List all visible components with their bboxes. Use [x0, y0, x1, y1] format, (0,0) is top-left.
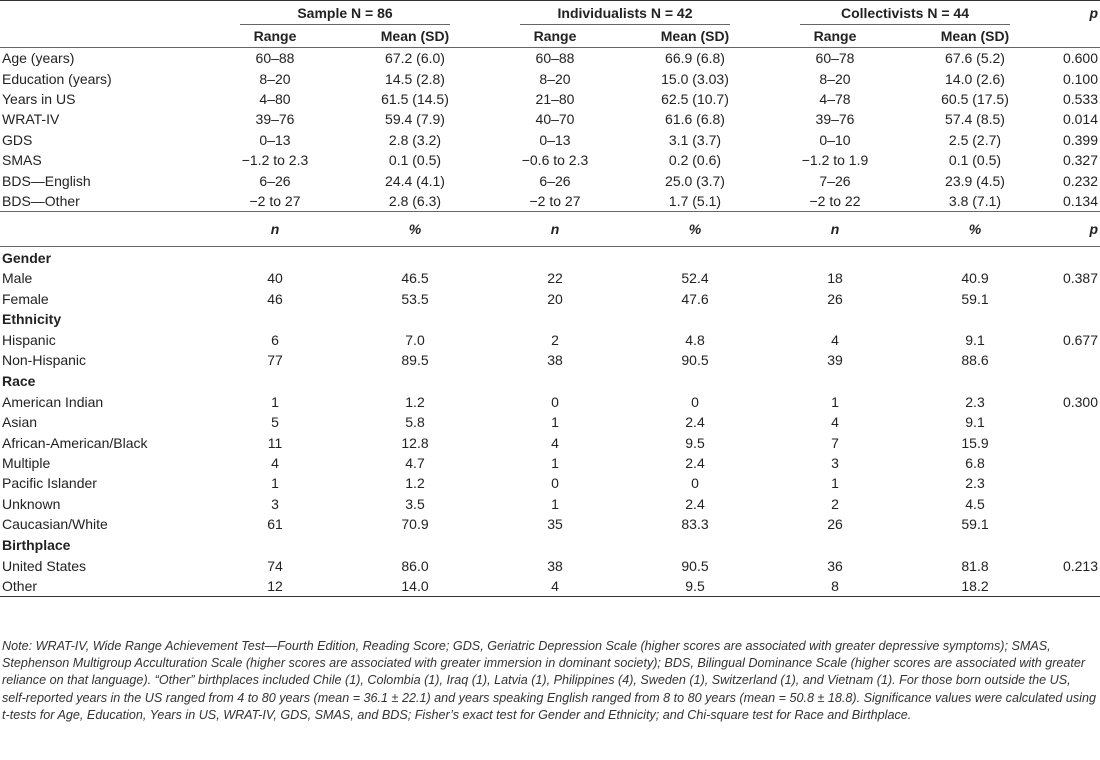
value-cell: 6.8	[965, 455, 985, 472]
value-cell: 3	[831, 455, 839, 472]
value-cell: 7	[831, 434, 839, 451]
header-corner	[0, 1, 205, 26]
value-cell: 14.0	[345, 576, 485, 597]
value-cell: 4	[271, 455, 279, 472]
categorical-row	[0, 412, 1100, 432]
section-label: Ethnicity	[2, 311, 62, 328]
value-cell: 15.9	[961, 434, 989, 451]
value-cell: 1.2	[405, 393, 425, 410]
p-header: p	[1045, 1, 1100, 26]
p-header: p	[1045, 212, 1100, 247]
row-label: Multiple	[2, 455, 51, 472]
group-header-cell	[485, 1, 765, 26]
value-cell: −1.2 to 2.3	[241, 152, 309, 169]
value-cell: 2.4	[685, 495, 705, 512]
value-cell: 0–10	[819, 131, 851, 148]
value-cell: 2.5 (2.7)	[948, 131, 1002, 148]
value-cell: 59.1	[961, 516, 989, 533]
p-value	[1045, 494, 1100, 514]
section-row	[0, 309, 1100, 330]
percent-header: %	[625, 212, 765, 247]
value-cell: 2	[831, 495, 839, 512]
p-value: 0.600	[1062, 50, 1098, 67]
categorical-row	[0, 330, 1100, 350]
value-cell: 36	[827, 557, 843, 574]
p-value	[1045, 453, 1100, 473]
value-cell: 5	[271, 414, 279, 431]
categorical-row	[0, 289, 1100, 309]
p-value: 0.399	[1062, 131, 1098, 148]
section-row	[0, 247, 1100, 269]
value-cell: 7–26	[819, 172, 851, 189]
header-corner	[0, 212, 205, 247]
value-cell: 6	[271, 332, 279, 349]
value-cell: 2	[551, 332, 559, 349]
value-cell: 1	[551, 455, 559, 472]
value-cell: 39	[827, 352, 843, 369]
value-cell: 12	[205, 576, 345, 597]
value-cell: 40	[267, 270, 283, 287]
value-cell: 86.0	[401, 557, 429, 574]
value-cell: 60–78	[815, 50, 855, 67]
continuous-row	[0, 68, 1100, 88]
value-cell: 14.0 (2.6)	[945, 70, 1005, 87]
n-header: n	[485, 212, 625, 247]
value-cell: 8–20	[259, 70, 291, 87]
value-cell: 20	[547, 290, 563, 307]
p-value	[1045, 514, 1100, 534]
p-value: 0.213	[1062, 557, 1098, 574]
p-value: 0.677	[1062, 332, 1098, 349]
value-cell: 8–20	[539, 70, 571, 87]
value-cell: −1.2 to 1.9	[801, 152, 869, 169]
row-label: GDS	[2, 131, 33, 148]
categorical-row	[0, 494, 1100, 514]
percent-header: %	[905, 212, 1045, 247]
value-cell: 4.7	[405, 455, 425, 472]
header-columns-row	[0, 25, 1100, 48]
row-label: Years in US	[2, 90, 76, 107]
value-cell: 66.9 (6.8)	[665, 50, 725, 67]
value-cell: 7.0	[405, 332, 425, 349]
value-cell: 1	[831, 393, 839, 410]
value-cell: 90.5	[681, 352, 709, 369]
row-label: American Indian	[2, 393, 104, 410]
value-cell: 0	[691, 475, 699, 492]
value-cell: 15.0 (3.03)	[661, 70, 729, 87]
value-cell: 1	[271, 393, 279, 410]
value-cell: 4	[485, 576, 625, 597]
value-cell: 9.1	[965, 332, 985, 349]
value-cell: 2.8 (3.2)	[388, 131, 442, 148]
categorical-row	[0, 514, 1100, 534]
row-label: Education (years)	[2, 70, 112, 87]
categorical-row	[0, 453, 1100, 473]
value-cell: 52.4	[681, 270, 709, 287]
value-cell: 0.2 (0.6)	[668, 152, 722, 169]
row-label: Hispanic	[2, 332, 56, 349]
value-cell: 0	[551, 393, 559, 410]
p-value	[1045, 289, 1100, 309]
p-value	[1045, 412, 1100, 432]
value-cell: 14.5 (2.8)	[385, 70, 445, 87]
value-cell: 4	[831, 414, 839, 431]
value-cell: −2 to 27	[529, 192, 581, 209]
value-cell: 9.5	[685, 434, 705, 451]
n-header: n	[765, 212, 905, 247]
value-cell: 3.8 (7.1)	[948, 192, 1002, 209]
value-cell: 12.8	[401, 434, 429, 451]
value-cell: 24.4 (4.1)	[385, 172, 445, 189]
row-label: Other	[0, 576, 205, 597]
value-cell: 3.1 (3.7)	[668, 131, 722, 148]
group-header-label: Individualists N = 42	[520, 2, 730, 25]
row-label: Female	[2, 290, 49, 307]
continuous-row	[0, 89, 1100, 109]
value-cell: 67.2 (6.0)	[385, 50, 445, 67]
header-corner	[0, 25, 205, 48]
value-cell: 0.1 (0.5)	[388, 152, 442, 169]
value-cell: −2 to 27	[249, 192, 301, 209]
range-header: Range	[205, 25, 345, 48]
header-categorical-row	[0, 212, 1100, 247]
value-cell: 11	[267, 434, 283, 451]
value-cell: 53.5	[401, 290, 429, 307]
value-cell: −0.6 to 2.3	[521, 152, 589, 169]
value-cell: 26	[827, 290, 843, 307]
row-label: Caucasian/White	[2, 516, 108, 533]
value-cell: 9.1	[965, 414, 985, 431]
group-header-label: Sample N = 86	[240, 2, 450, 25]
value-cell: 0–13	[259, 131, 291, 148]
value-cell: 38	[547, 352, 563, 369]
value-cell: 0	[551, 475, 559, 492]
mean-sd-header: Mean (SD)	[345, 25, 485, 48]
value-cell: 57.4 (8.5)	[945, 111, 1005, 128]
p-value: 0.327	[1062, 152, 1098, 169]
row-label: Age (years)	[2, 50, 75, 67]
value-cell: 77	[267, 352, 283, 369]
section-label: Gender	[2, 249, 52, 266]
p-value	[1045, 473, 1100, 493]
value-cell: 2.8 (6.3)	[388, 192, 442, 209]
value-cell: 0–13	[539, 131, 571, 148]
range-header: Range	[765, 25, 905, 48]
row-label: BDS—Other	[2, 192, 80, 209]
value-cell: 40.9	[961, 270, 989, 287]
value-cell: 25.0 (3.7)	[665, 172, 725, 189]
row-label: Male	[2, 270, 33, 287]
value-cell: 23.9 (4.5)	[945, 172, 1005, 189]
percent-header: %	[345, 212, 485, 247]
value-cell: 59.4 (7.9)	[385, 111, 445, 128]
header-blank	[1045, 25, 1100, 48]
row-label: United States	[2, 557, 87, 574]
p-value	[1045, 350, 1100, 370]
value-cell: 83.3	[681, 516, 709, 533]
value-cell: 2.3	[965, 475, 985, 492]
value-cell: 62.5 (10.7)	[661, 90, 729, 107]
p-value: 0.134	[1062, 192, 1098, 209]
continuous-row	[0, 109, 1100, 129]
continuous-row	[0, 191, 1100, 212]
value-cell: 4–80	[259, 90, 291, 107]
table-body	[0, 1, 1100, 597]
table-note: Note: WRAT-IV, Wide Range Achievement Test—Fourth Edition, Reading Score; GDS, Geriatric Depression Scale (higher scores are associated with greater depressive symptoms); SMAS, Stephenson Multigroup Acculturation Scale (higher scores are associated with greater immersion in dominant society); BDS, Bilingual Dominance Scale (higher scores are associated with greater reliance on that language). “Other” birthplaces included Chile (1), Colombia (1), Iraq (1), Latvia (1), Philippines (4), Sweden (1), Switzerland (1), and Vietnam (1). For those born outside the US, self-reported years in the US ranged from 4 to 80 years (mean = 36.1 ± 22.1) and years speaking English ranged from 8 to 80 years (mean = 50.8 ± 18.8). Significance values were calculated using t-tests for Age, Education, Years in US, WRAT-IV, GDS, SMAS, and BDS; Fisher’s exact test for Gender and Ethnicity; and Chi-square test for Race and Birthplace.	[2, 639, 1096, 722]
value-cell: 61.6 (6.8)	[665, 111, 725, 128]
continuous-row	[0, 170, 1100, 190]
categorical-row	[0, 576, 1100, 597]
value-cell: 74	[267, 557, 283, 574]
mean-sd-header: Mean (SD)	[625, 25, 765, 48]
row-label: WRAT-IV	[2, 111, 60, 128]
value-cell: 8	[765, 576, 905, 597]
value-cell: 1	[271, 475, 279, 492]
p-value: 0.232	[1062, 172, 1098, 189]
range-header: Range	[485, 25, 625, 48]
value-cell: 5.8	[405, 414, 425, 431]
value-cell: 6–26	[259, 172, 291, 189]
group-header-cell	[205, 1, 485, 26]
continuous-row	[0, 48, 1100, 69]
value-cell: 46	[267, 290, 283, 307]
value-cell: 0.1 (0.5)	[948, 152, 1002, 169]
value-cell: 60.5 (17.5)	[941, 90, 1009, 107]
n-header: n	[205, 212, 345, 247]
value-cell: 4.5	[965, 495, 985, 512]
row-label: SMAS	[2, 152, 42, 169]
value-cell: 1	[831, 475, 839, 492]
continuous-row	[0, 150, 1100, 170]
value-cell: 4	[831, 332, 839, 349]
value-cell: 67.6 (5.2)	[945, 50, 1005, 67]
p-value: 0.014	[1062, 111, 1098, 128]
value-cell: 1.7 (5.1)	[668, 192, 722, 209]
value-cell: 4–78	[819, 90, 851, 107]
value-cell: 40–70	[535, 111, 575, 128]
categorical-row	[0, 350, 1100, 370]
value-cell: 88.6	[961, 352, 989, 369]
value-cell: 18.2	[905, 576, 1045, 597]
p-value: 0.387	[1062, 270, 1098, 287]
p-value: 0.533	[1062, 90, 1098, 107]
row-label: Non-Hispanic	[2, 352, 87, 369]
row-label: Unknown	[2, 495, 61, 512]
mean-sd-header: Mean (SD)	[905, 25, 1045, 48]
value-cell: 70.9	[401, 516, 429, 533]
p-value: 0.100	[1062, 70, 1098, 87]
value-cell: 3.5	[405, 495, 425, 512]
section-row	[0, 534, 1100, 555]
value-cell: 1.2	[405, 475, 425, 492]
section-row	[0, 371, 1100, 392]
categorical-row	[0, 473, 1100, 493]
group-header-cell	[765, 1, 1045, 26]
value-cell: 9.5	[625, 576, 765, 597]
value-cell: 18	[827, 270, 843, 287]
value-cell: 81.8	[961, 557, 989, 574]
row-label: BDS—English	[2, 172, 91, 189]
section-label: Birthplace	[2, 536, 71, 553]
value-cell: 8–20	[819, 70, 851, 87]
value-cell: 3	[271, 495, 279, 512]
categorical-row	[0, 392, 1100, 412]
value-cell: 2.3	[965, 393, 985, 410]
value-cell: 22	[547, 270, 563, 287]
value-cell: 4	[551, 434, 559, 451]
value-cell: 2.4	[685, 455, 705, 472]
value-cell: 26	[827, 516, 843, 533]
value-cell: 60–88	[535, 50, 575, 67]
group-header-label: Collectivists N = 44	[800, 2, 1010, 25]
value-cell: 1	[551, 495, 559, 512]
value-cell: 35	[547, 516, 563, 533]
categorical-row	[0, 555, 1100, 575]
categorical-row	[0, 432, 1100, 452]
value-cell: 61	[267, 516, 283, 533]
value-cell: 39–76	[255, 111, 295, 128]
value-cell: 59.1	[961, 290, 989, 307]
continuous-row	[0, 130, 1100, 150]
categorical-row	[0, 268, 1100, 288]
value-cell: 61.5 (14.5)	[381, 90, 449, 107]
value-cell: 1	[551, 414, 559, 431]
value-cell: 2.4	[685, 414, 705, 431]
value-cell: 90.5	[681, 557, 709, 574]
value-cell: −2 to 22	[809, 192, 861, 209]
value-cell: 0	[691, 393, 699, 410]
value-cell: 39–76	[815, 111, 855, 128]
value-cell: 60–88	[255, 50, 295, 67]
p-value: 0.300	[1062, 393, 1098, 410]
row-label: Pacific Islander	[2, 475, 97, 492]
value-cell: 6–26	[539, 172, 571, 189]
value-cell: 89.5	[401, 352, 429, 369]
p-value	[1045, 432, 1100, 452]
row-label: Asian	[2, 414, 38, 431]
section-label: Race	[2, 373, 36, 390]
value-cell: 21–80	[535, 90, 575, 107]
value-cell: 47.6	[681, 290, 709, 307]
value-cell: 38	[547, 557, 563, 574]
value-cell: 4.8	[685, 332, 705, 349]
p-value	[1045, 576, 1100, 597]
row-label: African-American/Black	[2, 434, 148, 451]
value-cell: 46.5	[401, 270, 429, 287]
header-groups-row	[0, 1, 1100, 26]
